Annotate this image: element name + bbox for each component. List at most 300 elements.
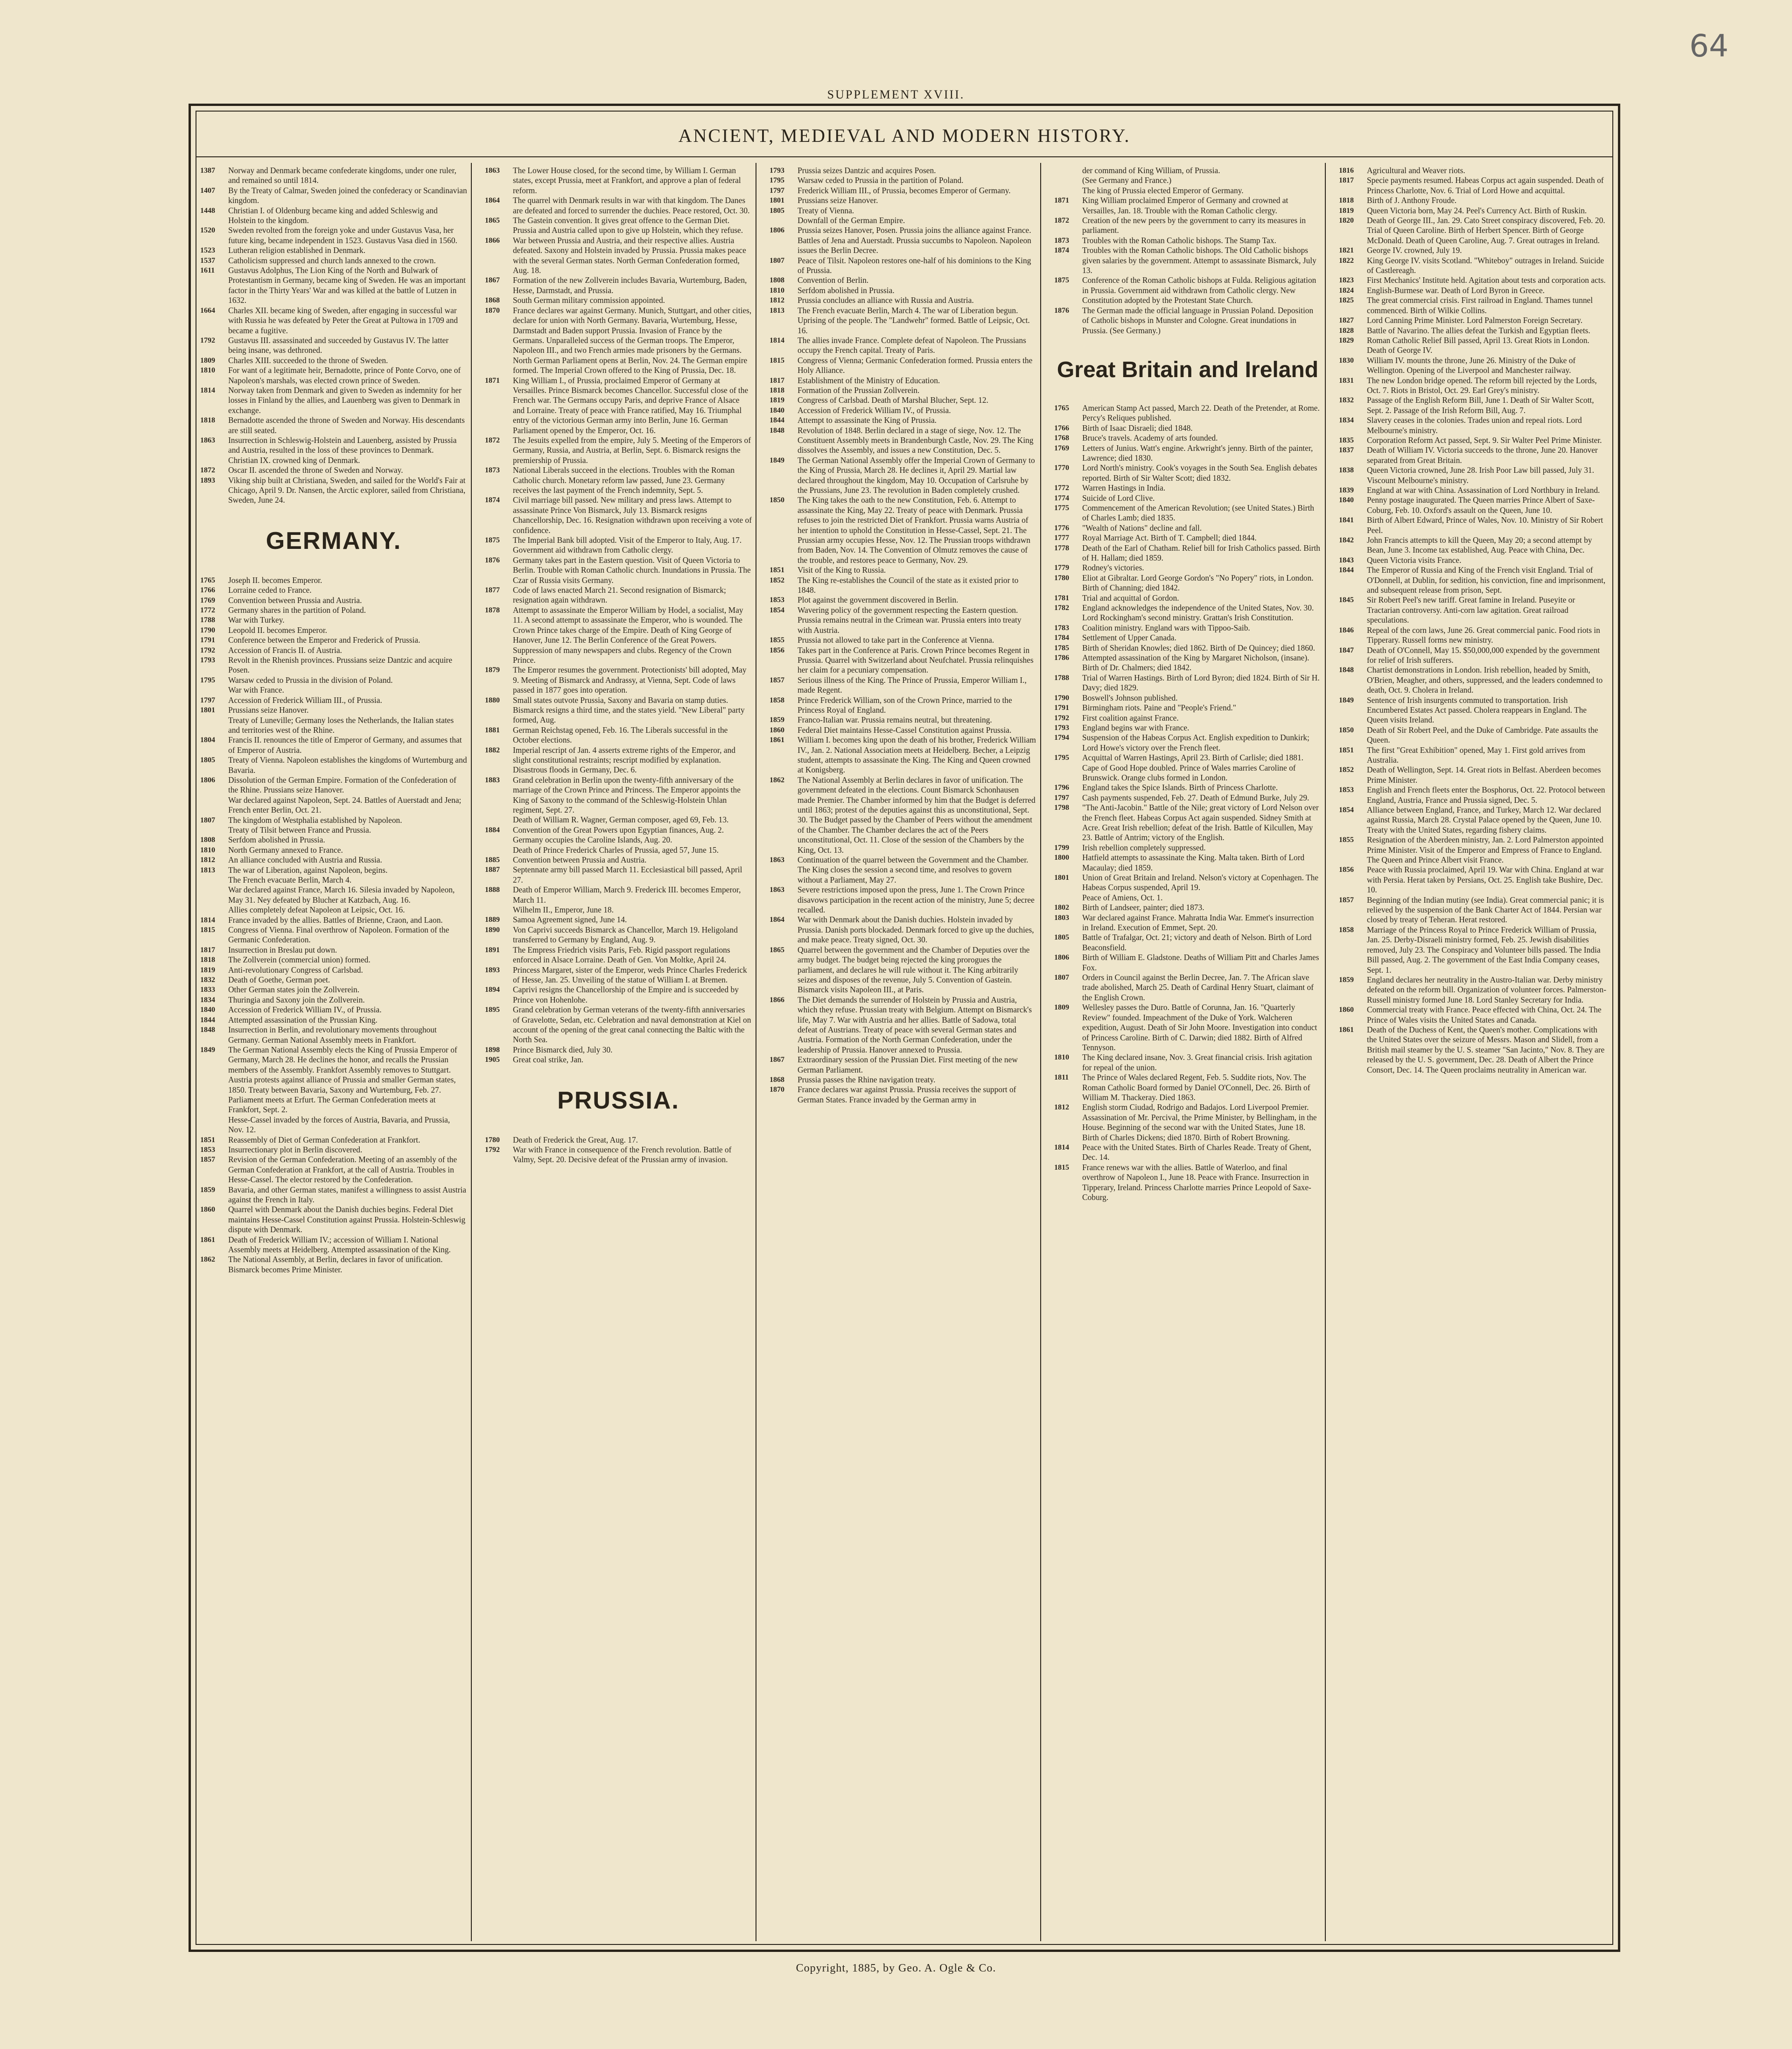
entry-year: 1859 bbox=[1339, 975, 1354, 984]
entry-text: Death of the Earl of Chatham. Relief bill for Irish Catholics passed. Birth of H. Hallam; died 1859. bbox=[1082, 543, 1321, 562]
history-entry bbox=[770, 166, 1036, 175]
history-entry bbox=[200, 186, 467, 206]
entry-year: 1810 bbox=[1054, 1053, 1069, 1062]
history-entry bbox=[1339, 865, 1607, 895]
entry-text: Hesse-Cassel invaded by the forces of Austria, Bavaria, and Prussia, Nov. 12. bbox=[228, 1115, 450, 1135]
entry-year: 1847 bbox=[1339, 646, 1354, 654]
history-entry bbox=[200, 1025, 467, 1045]
entry-year: 1842 bbox=[1339, 536, 1354, 545]
history-frame bbox=[189, 104, 1620, 1952]
history-entry bbox=[770, 395, 1036, 405]
entry-text: Congress of Vienna; Germanic Confederation formed. Prussia enters the Holy Alliance. bbox=[798, 355, 1033, 375]
entry-text: Revolt in the Rhenish provinces. Prussians seize Dantzic and acquire Posen. bbox=[228, 655, 453, 675]
entry-text: Plot against the government discovered in Berlin. bbox=[798, 595, 959, 605]
history-entry bbox=[770, 595, 1036, 605]
entry-year bbox=[200, 875, 228, 885]
entry-year: 1860 bbox=[1339, 1006, 1354, 1014]
history-entry bbox=[200, 1045, 467, 1075]
entry-year: 1387 bbox=[200, 167, 215, 175]
title-divider bbox=[196, 156, 1612, 157]
history-entry bbox=[485, 865, 752, 885]
entry-text: Death of Frederick William IV.; accession of William I. National Assembly meets at Heidelberg. Attempted assassination of the King. bbox=[228, 1235, 451, 1255]
entry-text: Bavaria, and other German states, manifest a willingness to assist Austria against the French in Italy. bbox=[228, 1185, 467, 1204]
history-entry bbox=[485, 555, 752, 585]
entry-text: The Emperor resumes the government. Protectionists' bill adopted, May 9. Meeting of Bismarck and Andrassy, at Vienna, Sept. Code of laws passed in 1877 goes into operation. bbox=[513, 665, 747, 695]
history-entry bbox=[200, 855, 467, 865]
entry-text: Serfdom abolished in Prussia. bbox=[798, 285, 895, 295]
entry-year: 1814 bbox=[200, 916, 215, 924]
entry-text: Von Caprivi succeeds Bismarck as Chancellor, March 19. Heligoland transferred to Germany by England, Aug. 9. bbox=[513, 925, 738, 945]
entry-year: 1776 bbox=[1054, 524, 1069, 532]
entry-year bbox=[770, 216, 798, 225]
entry-text: Attempt to assassinate the Emperor William by Hodel, a socialist, May 11. A second attempt to assassinate the Emperor, who is wounded. The Crown Prince takes charge of the Empire. Death of King George of Hanover, June 12. The Berlin Conference of the Great Powers. Suppression of many newspapers and clubs. Regency of the Crown Prince. bbox=[513, 605, 743, 665]
entry-text: Acquittal of Warren Hastings, April 23. Birth of Carlisle; died 1881. Cape of Good Hope doubled. Prince of Wales marries Caroline of Brunswick. Orange clubs formed in London. bbox=[1082, 753, 1304, 782]
history-entry bbox=[485, 1055, 752, 1065]
history-entry bbox=[485, 945, 752, 965]
history-entry bbox=[1054, 275, 1321, 305]
history-entry bbox=[485, 965, 752, 985]
history-entry bbox=[1054, 853, 1321, 873]
entry-year: 1807 bbox=[200, 816, 215, 824]
entry-text: Prussia seizes Hanover, Posen. Prussia joins the alliance against France. Battles of Jena and Auerstadt. Prussia succumbs to Napoleon. Napoleon issues the Berlin Decree. bbox=[798, 225, 1031, 255]
history-entry bbox=[200, 476, 467, 505]
history-entry bbox=[200, 386, 467, 415]
history-entry bbox=[200, 256, 467, 266]
history-entry bbox=[1339, 595, 1607, 625]
entry-year: 1811 bbox=[1054, 1074, 1069, 1082]
history-entry bbox=[1339, 316, 1607, 325]
entry-text: Attempted assassination of the King by Margaret Nicholson, (insane). Birth of Dr. Chalmers; died 1842. bbox=[1082, 653, 1309, 673]
entry-text: Great coal strike, Jan. bbox=[513, 1055, 584, 1065]
history-entry bbox=[485, 166, 752, 196]
history-entry bbox=[1054, 873, 1321, 893]
history-column-2 bbox=[481, 163, 756, 1941]
entry-year: 1864 bbox=[485, 196, 500, 205]
history-entry bbox=[770, 915, 1036, 945]
entry-year: 1863 bbox=[770, 886, 784, 894]
entry-year: 1905 bbox=[485, 1056, 500, 1064]
entry-year: 1858 bbox=[770, 696, 784, 704]
history-entry bbox=[200, 845, 467, 855]
history-entry bbox=[1339, 835, 1607, 865]
entry-text: Bruce's travels. Academy of arts founded. bbox=[1082, 433, 1218, 443]
history-entry bbox=[1054, 1143, 1321, 1163]
history-entry bbox=[1054, 503, 1321, 523]
entry-year: 1872 bbox=[200, 466, 215, 475]
entry-text: Norway taken from Denmark and given to Sweden as indemnity for her losses in Finland by the allies, and Lauenberg was given to Denmark in exchange. bbox=[228, 385, 462, 415]
entry-text: Rodney's victories. bbox=[1082, 563, 1144, 573]
entry-text: Imperial rescript of Jan. 4 asserts extreme rights of the Emperor, and slight constitutional restraints; rescript modified by explanation. Disastrous floods in Germany, Dec. 6. bbox=[513, 745, 735, 775]
history-entry bbox=[200, 1075, 467, 1095]
history-entry bbox=[1339, 275, 1607, 285]
history-entry bbox=[1339, 805, 1607, 835]
entry-year bbox=[200, 716, 228, 736]
history-entry bbox=[770, 295, 1036, 305]
history-entry bbox=[1339, 166, 1607, 175]
entry-text: Royal Marriage Act. Birth of T. Campbell; died 1844. bbox=[1082, 533, 1257, 543]
entry-text: Corporation Reform Act passed, Sept. 9. Sir Walter Peel Prime Minister. bbox=[1367, 435, 1602, 445]
entry-year: 1796 bbox=[1054, 784, 1069, 792]
entry-text: Christian IX. crowned king of Denmark. bbox=[228, 455, 360, 465]
entry-year: 1854 bbox=[1339, 806, 1354, 814]
history-entry bbox=[200, 1115, 467, 1135]
history-entry bbox=[485, 825, 752, 845]
entry-text: Birth of William E. Gladstone. Deaths of William Pitt and Charles James Fox. bbox=[1082, 953, 1319, 972]
entry-text: England begins war with France. bbox=[1082, 723, 1190, 732]
history-entry bbox=[200, 266, 467, 306]
entry-text: Other German states join the Zollverein. bbox=[228, 985, 360, 995]
entry-text: Treaty of Luneville; Germany loses the Netherlands, the Italian states and territories west of the Rhine. bbox=[228, 715, 454, 735]
history-entry bbox=[485, 495, 752, 535]
history-entry bbox=[485, 725, 752, 745]
entry-year: 1862 bbox=[200, 1256, 215, 1264]
entry-year bbox=[1054, 175, 1082, 185]
history-entry bbox=[200, 415, 467, 435]
entry-text: The German National Assembly offer the Imperial Crown of Germany to the King of Prussia, March 28. He declines it, April 29. Martial law declared throughout the kingdom, May 10. Occupation of Carlsruhe by the Prussians, June 23. The revolution in Baden completely crushed. bbox=[798, 455, 1035, 495]
entry-text: Germany shares in the partition of Poland. bbox=[228, 605, 366, 615]
entry-text: War declared against France, March 16. Silesia invaded by Napoleon, May 31. Ney defeated by Blucher at Katzbach, Aug. 16. bbox=[228, 885, 455, 905]
history-entry bbox=[200, 915, 467, 925]
history-entry bbox=[1054, 643, 1321, 653]
entry-text: Sweden revolted from the foreign yoke and under Gustavus Vasa, her future king, became independent in 1523. Gustavus Vasa died in 1560. bbox=[228, 225, 457, 245]
entry-year: 1812 bbox=[1054, 1103, 1069, 1112]
history-entry bbox=[200, 1145, 467, 1155]
entry-year: 1840 bbox=[770, 406, 784, 414]
entry-year: 1863 bbox=[200, 436, 215, 444]
entry-year: 1810 bbox=[200, 366, 215, 375]
entry-year: 1881 bbox=[485, 726, 500, 734]
entry-year: 1846 bbox=[1339, 626, 1354, 634]
entry-year: 1844 bbox=[770, 416, 784, 425]
entry-year: 1821 bbox=[1339, 246, 1354, 255]
entry-year: 1769 bbox=[200, 596, 215, 604]
history-entry bbox=[200, 225, 467, 246]
entry-year: 1801 bbox=[200, 706, 215, 715]
entry-year: 1797 bbox=[1054, 793, 1069, 802]
entry-text: The Emperor of Russia and King of the French visit England. Trial of O'Donnell, at Dublin, for sedition, his conviction, fine and imprisonment, and subsequent release from prison, Sept. bbox=[1367, 565, 1606, 595]
history-entry bbox=[1054, 653, 1321, 673]
entry-year: 1798 bbox=[1054, 804, 1069, 812]
entry-year: 1817 bbox=[200, 946, 215, 954]
entry-year: 1816 bbox=[1339, 167, 1354, 175]
entry-year: 1797 bbox=[200, 696, 215, 704]
history-entry bbox=[1339, 485, 1607, 495]
entry-text: Severe restrictions imposed upon the press, June 1. The Crown Prince disavows participation in the recent action of the ministry, June 5; decree recalled. bbox=[798, 885, 1035, 915]
entry-year: 1876 bbox=[485, 556, 500, 564]
entry-text: Chartist demonstrations in London. Irish rebellion, headed by Smith, O'Brien, Meagher, and others, suppressed, and the leaders condemned to death, Oct. 9. Cholera in Ireland. bbox=[1367, 665, 1603, 695]
entry-year: 1851 bbox=[770, 566, 784, 575]
history-entry bbox=[1054, 463, 1321, 483]
entry-text: Grand celebration in Berlin upon the twenty-fifth anniversary of the marriage of the Crown Prince and Princess. The Emperor appoints the King of Saxony to the command of the Schleswig-Holstein Uhlan regiment, Sept. 27. bbox=[513, 775, 741, 814]
history-entry bbox=[1339, 695, 1607, 725]
entry-text: Congress of Vienna. Final overthrow of Napoleon. Formation of the Germanic Confederation. bbox=[228, 925, 449, 945]
entry-text: John Francis attempts to kill the Queen, May 20; a second attempt by Bean, June 3. Income tax established, Aug. Peace with China, Dec. bbox=[1367, 535, 1592, 555]
entry-year: 1888 bbox=[485, 886, 500, 894]
history-entry bbox=[1339, 895, 1607, 925]
entry-year: 1850 bbox=[770, 496, 784, 505]
entry-year: 1822 bbox=[1339, 256, 1354, 265]
history-entry bbox=[200, 1185, 467, 1205]
entry-year: 1772 bbox=[200, 606, 215, 615]
entry-year: 1859 bbox=[770, 716, 784, 724]
entry-text: By the Treaty of Calmar, Sweden joined the confederacy or Scandinavian kingdom. bbox=[228, 185, 467, 205]
entry-year: 1850 bbox=[1339, 726, 1354, 734]
entry-year: 1848 bbox=[770, 426, 784, 435]
history-entry bbox=[200, 705, 467, 715]
history-entry bbox=[1054, 793, 1321, 803]
history-entry bbox=[1054, 603, 1321, 623]
entry-text: Serfdom abolished in Prussia. bbox=[228, 835, 325, 845]
history-entry bbox=[200, 1005, 467, 1015]
history-entry bbox=[1054, 803, 1321, 843]
history-entry bbox=[200, 615, 467, 625]
entry-year: 1818 bbox=[1339, 196, 1354, 205]
entry-text: Quarrel between the government and the Chamber of Deputies over the army budget. The budget being rejected the king prorogues the parliament, and declares he will rule without it. The King arbitrarily seizes and disposes of the revenue, July 5. Convention of Gastein. Bismarck visits Napoleon III., at Paris. bbox=[798, 945, 1030, 995]
entry-text: William I. becomes king upon the death of his brother, Frederick William IV., Jan. 2. National Association meets at Heidelberg. Becher, a Leipzig student, attempts to assassinate the King. The King and Queen crowned at Konigsberg. bbox=[798, 735, 1036, 775]
entry-text: Cash payments suspended, Feb. 27. Death of Edmund Burke, July 29. bbox=[1082, 793, 1309, 802]
history-entry bbox=[1054, 893, 1321, 903]
entry-text: Frederick William III., of Prussia, becomes Emperor of Germany. bbox=[798, 185, 1011, 195]
entry-year: 1868 bbox=[485, 296, 500, 305]
history-entry bbox=[1339, 975, 1607, 1005]
entry-year: 1817 bbox=[1339, 176, 1354, 185]
history-entry bbox=[1054, 903, 1321, 912]
entry-year: 1853 bbox=[200, 1145, 215, 1154]
entry-text: The Diet demands the surrender of Holstein by Prussia and Austria, which they refuse. Prussian treaty with Belgium. Attempt on Bismarck's life, May 7. War with Austria and her allies. Battle of Sadowa, total defeat of Austrians. Treaty of peace with several German states and Austria. Formation of the North German Confederation, under the leadership of Prussia. Hanover annexed to Prussia. bbox=[798, 995, 1032, 1054]
history-entry bbox=[1054, 186, 1321, 196]
history-entry bbox=[200, 885, 467, 905]
history-entry bbox=[1054, 913, 1321, 933]
history-entry bbox=[770, 196, 1036, 205]
entry-text: Agricultural and Weaver riots. bbox=[1367, 166, 1465, 175]
history-entry bbox=[200, 575, 467, 585]
entry-year: 1861 bbox=[1339, 1025, 1354, 1034]
entry-year: 1785 bbox=[1054, 644, 1069, 652]
entry-text: War with France. bbox=[228, 685, 284, 695]
history-entry bbox=[1054, 166, 1321, 175]
entry-text: Insurrection in Berlin, and revolutionary movements throughout Germany. German National Assembly meets in Frankfort. bbox=[228, 1025, 437, 1045]
entry-text: Warren Hastings in India. bbox=[1082, 483, 1166, 493]
entry-text: First coalition against France. bbox=[1082, 713, 1179, 723]
entry-text: Prussians seize Hanover. bbox=[798, 196, 878, 205]
history-entry bbox=[485, 295, 752, 305]
history-entry bbox=[1054, 573, 1321, 593]
history-entry bbox=[200, 735, 467, 755]
entry-text: Wilhelm II., Emperor, June 18. bbox=[513, 905, 614, 915]
history-entry bbox=[200, 456, 467, 465]
history-entry bbox=[200, 975, 467, 985]
history-entry bbox=[770, 256, 1036, 276]
history-entry bbox=[485, 1005, 752, 1045]
entry-text: Birth of Isaac Disraeli; died 1848. bbox=[1082, 423, 1193, 433]
history-entry bbox=[485, 665, 752, 695]
entry-text: Small states outvote Prussia, Saxony and Bavaria on stamp duties. Bismarck resigns a third time, and the states yield. "New Liberal" party formed, Aug. bbox=[513, 695, 745, 725]
entry-year: 1812 bbox=[200, 856, 215, 864]
history-entry bbox=[1339, 256, 1607, 276]
entry-year: 1840 bbox=[200, 1006, 215, 1014]
entry-year: 1779 bbox=[1054, 564, 1069, 572]
history-entry bbox=[1054, 543, 1321, 563]
entry-text: Prussia and Austria called upon to give up Holstein, which they refuse. bbox=[513, 225, 743, 235]
entry-year: 1813 bbox=[200, 866, 215, 874]
entry-year: 1806 bbox=[200, 776, 215, 784]
entry-year: 1838 bbox=[1339, 466, 1354, 475]
entry-text: Formation of the Prussian Zollverein. bbox=[798, 385, 920, 395]
section-heading: GERMANY. bbox=[266, 527, 402, 554]
entry-text: Beginning of the Indian mutiny (see India). Great commercial panic; it is relieved by the suspension of the Bank Charter Act of 1844. Persian war closed by treaty of Teheran. Herat restored. bbox=[1367, 895, 1604, 925]
history-entry bbox=[200, 905, 467, 915]
history-entry bbox=[1054, 443, 1321, 463]
entry-text: Death of Goethe, German poet. bbox=[228, 975, 330, 985]
entry-text: The King declared insane, Nov. 3. Great financial crisis. Irish agitation for repeal of the union. bbox=[1082, 1053, 1312, 1072]
history-entry bbox=[200, 435, 467, 456]
history-entry bbox=[1054, 753, 1321, 783]
entry-text: Insurrectionary plot in Berlin discovered. bbox=[228, 1144, 363, 1154]
entry-year: 1858 bbox=[1339, 926, 1354, 934]
entry-year: 1801 bbox=[770, 196, 784, 205]
history-entry bbox=[770, 456, 1036, 496]
entry-text: First Mechanics' Institute held. Agitation about tests and corporation acts. bbox=[1367, 275, 1606, 285]
history-entry bbox=[770, 945, 1036, 995]
entry-year: 1781 bbox=[1054, 594, 1069, 602]
entry-text: Samoa Agreement signed, June 14. bbox=[513, 915, 627, 925]
history-entry bbox=[1054, 423, 1321, 433]
entry-text: Penny postage inaugurated. The Queen marries Prince Albert of Saxe-Coburg, Feb. 10. Oxford's assault on the Queen, June 10. bbox=[1367, 495, 1595, 515]
entry-text: Settlement of Upper Canada. bbox=[1082, 633, 1176, 643]
entry-year: 1783 bbox=[1054, 624, 1069, 632]
supplement-label: SUPPLEMENT XVIII. bbox=[827, 88, 965, 101]
entry-text: Queen Victoria crowned, June 28. Irish Poor Law bill passed, July 31. Viscount Melbourne's ministry. bbox=[1367, 465, 1594, 485]
history-entry bbox=[1339, 286, 1607, 295]
history-entry bbox=[1054, 1003, 1321, 1053]
entry-year: 1807 bbox=[770, 256, 784, 265]
entry-text: King William proclaimed Emperor of Germany and crowned at Versailles, Jan. 18. Trouble with the Roman Catholic clergy. bbox=[1082, 196, 1288, 215]
entry-year: 1809 bbox=[200, 356, 215, 365]
history-entry bbox=[200, 985, 467, 995]
entry-year: 1878 bbox=[485, 606, 500, 614]
entry-year: 1853 bbox=[1339, 786, 1354, 794]
history-entry bbox=[200, 166, 467, 186]
entry-year: 1792 bbox=[1054, 714, 1069, 722]
entry-year: 1870 bbox=[485, 306, 500, 315]
history-entry bbox=[485, 535, 752, 555]
entry-year: 1831 bbox=[1339, 376, 1354, 385]
entry-year: 1784 bbox=[1054, 634, 1069, 642]
entry-text: England takes the Spice Islands. Birth of Princess Charlotte. bbox=[1082, 783, 1278, 793]
history-entry bbox=[485, 775, 752, 815]
entry-year: 1819 bbox=[1339, 206, 1354, 215]
entry-year: 1859 bbox=[200, 1186, 215, 1194]
history-entry bbox=[1339, 1025, 1607, 1075]
entry-text: Wellesley passes the Duro. Battle of Corunna, Jan. 16. "Quarterly Review" founded. Impeachment of the Duke of York. Walcheren expedition, August. Death of Sir John Moore. Investigation into conduct of Princess Caroline. Birth of C. Darwin; died 1882. Birth of Alfred Tennyson. bbox=[1082, 1003, 1317, 1052]
history-entry bbox=[770, 186, 1036, 196]
entry-year: 1861 bbox=[770, 736, 784, 744]
history-entry bbox=[1054, 196, 1321, 216]
entry-text: Alliance between England, France, and Turkey, March 12. War declared against Russia, March 28. Crystal Palace opened by the Queen, June 10. Treaty with the United States, regarding fishery claims. bbox=[1367, 805, 1602, 835]
entry-text: North Germany annexed to France. bbox=[228, 845, 343, 855]
entry-year: 1780 bbox=[485, 1136, 500, 1144]
entry-text: Death of William R. Wagner, German composer, aged 69, Feb. 13. bbox=[513, 815, 729, 825]
history-entry bbox=[200, 875, 467, 885]
history-entry bbox=[485, 306, 752, 376]
entry-year: 1893 bbox=[200, 476, 215, 484]
history-entry bbox=[1339, 376, 1607, 396]
entry-year: 1835 bbox=[1339, 436, 1354, 444]
history-entry bbox=[1339, 515, 1607, 535]
entry-year: 1448 bbox=[200, 206, 215, 215]
entry-year: 1809 bbox=[1054, 1003, 1069, 1012]
entry-text: King George IV. visits Scotland. "Whiteboy" outrages in Ireland. Suicide of Castlereagh. bbox=[1367, 255, 1604, 275]
history-entry bbox=[200, 755, 467, 775]
entry-year: 1817 bbox=[770, 376, 784, 385]
history-entry bbox=[770, 855, 1036, 885]
entry-year: 1849 bbox=[200, 1046, 215, 1054]
entry-year: 1849 bbox=[1339, 696, 1354, 704]
history-column-4 bbox=[1050, 163, 1326, 1941]
entry-year bbox=[1054, 186, 1082, 196]
history-entry bbox=[1339, 925, 1607, 975]
entry-year: 1860 bbox=[200, 1206, 215, 1214]
entry-year: 1898 bbox=[485, 1046, 500, 1054]
history-entry bbox=[770, 575, 1036, 596]
entry-text: Congress of Carlsbad. Death of Marshal Blucher, Sept. 12. bbox=[798, 395, 988, 405]
entry-text: Conference of the Roman Catholic bishops at Fulda. Religious agitation in Prussia. Government aid withdrawn from Catholic clergy. New Constitution adopted by the Protestant State Church. bbox=[1082, 275, 1316, 305]
history-entry bbox=[1339, 665, 1607, 695]
entry-year bbox=[200, 795, 228, 815]
history-entry bbox=[1339, 206, 1607, 216]
history-entry bbox=[1339, 445, 1607, 465]
entry-text: Bernadotte ascended the throne of Sweden and Norway. His descendants are still seated. bbox=[228, 415, 465, 435]
entry-text: Treaty of Vienna. Napoleon establishes the kingdoms of Wurtemburg and Bavaria. bbox=[228, 755, 467, 775]
history-entry bbox=[485, 925, 752, 945]
entry-text: Battle of Trafalgar, Oct. 21; victory and death of Nelson. Birth of Lord Beaconsfield. bbox=[1082, 933, 1312, 952]
history-entry bbox=[1339, 216, 1607, 246]
history-entry bbox=[1339, 336, 1607, 356]
entry-text: Insurrection in Breslau put down. bbox=[228, 945, 337, 954]
history-entry bbox=[1054, 433, 1321, 443]
history-entry bbox=[485, 815, 752, 825]
entry-year bbox=[200, 825, 228, 835]
entry-year: 1805 bbox=[770, 206, 784, 215]
entry-text: Austria protests against alliance of Prussia and smaller German states, 1850. Treaty between Bavaria, Saxony and Wurtemburg, Feb. 27. bbox=[228, 1075, 456, 1095]
entry-text: The Lower House closed, for the second time, by William I. German states, except Prussia, meet at Frankfort, and approve a plan of federal reform. bbox=[513, 166, 741, 195]
history-entry bbox=[1339, 415, 1607, 435]
entry-year: 1611 bbox=[200, 267, 215, 275]
entry-year: 1794 bbox=[1054, 734, 1069, 742]
entry-year: 1795 bbox=[200, 676, 215, 684]
entry-year: 1889 bbox=[485, 916, 500, 924]
entry-year: 1815 bbox=[200, 926, 215, 934]
entry-year: 1819 bbox=[770, 396, 784, 405]
entry-year: 1860 bbox=[770, 726, 784, 734]
history-entry bbox=[770, 406, 1036, 415]
history-entry bbox=[770, 206, 1036, 216]
entry-year: 1770 bbox=[1054, 464, 1069, 472]
entry-text: Christian I. of Oldenburg became king and added Schleswig and Holstein to the kingdom. bbox=[228, 205, 438, 225]
entry-text: France declares war against Germany. Munich, Stuttgart, and other cities, declare for union with North Germany. Bavaria, Wurtemburg, Hesse, Darmstadt and Baden support Prussia. Invasion of France by the Germans. Unparalleled success of the German troops. The Emperor, Napoleon III., and two French armies made prisoners by the Germans. North German Parliament opens at Berlin, Nov. 24. The German empire formed. The Imperial Crown offered to the King of Prussia, Dec. 18. bbox=[513, 305, 752, 375]
history-entry bbox=[200, 465, 467, 475]
entry-year: 1815 bbox=[770, 356, 784, 365]
history-entry bbox=[770, 1075, 1036, 1085]
entry-text: Death of William IV. Victoria succeeds to the throne, June 20. Hanover separated from Great Britain. bbox=[1367, 445, 1598, 465]
entry-year: 1857 bbox=[770, 676, 784, 684]
entry-year: 1804 bbox=[200, 736, 215, 744]
entry-text: Creation of the new peers by the government to carry its measures in parliament. bbox=[1082, 216, 1306, 235]
entry-year bbox=[200, 885, 228, 905]
entry-year: 1795 bbox=[770, 176, 784, 185]
entry-text: Peace of Amiens, Oct. 1. bbox=[1082, 892, 1163, 902]
history-entry bbox=[1054, 483, 1321, 493]
